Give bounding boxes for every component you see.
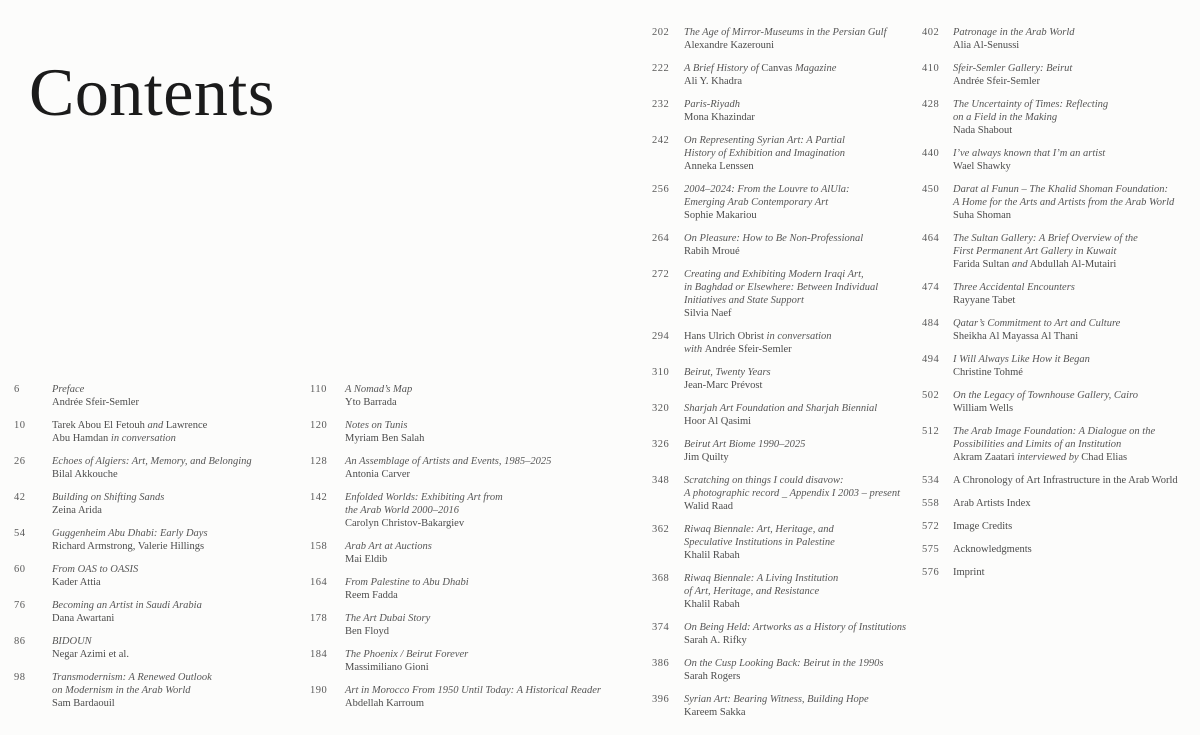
toc-entry [652, 474, 900, 513]
toc-entry-line: Christine Tohmé [953, 367, 1023, 378]
toc-entry [922, 232, 1198, 271]
toc-entry-page-number: 572 [922, 521, 940, 532]
toc-entry-page-number: 54 [14, 528, 26, 539]
toc-entry-line: Three Accidental Encounters [953, 282, 1075, 293]
toc-entry-text [52, 419, 306, 445]
toc-entry-line: Rayyane Tabet [953, 295, 1016, 306]
toc-entry-page-number: 272 [652, 269, 670, 280]
toc-entry-line: Carolyn Christov-Bakargiev [345, 518, 465, 529]
toc-entry-page-number: 10 [14, 420, 26, 431]
toc-entry [652, 657, 900, 683]
toc-entry [922, 497, 1198, 510]
toc-entry-text [52, 455, 306, 481]
toc-entry-page-number: 222 [652, 63, 670, 74]
toc-entry [310, 540, 644, 566]
toc-entry-line: A Nomad’s Map [345, 384, 413, 395]
toc-entry-page-number: 474 [922, 282, 940, 293]
toc-entry [922, 520, 1198, 533]
toc-entry-page-number: 362 [652, 524, 670, 535]
toc-entry [310, 419, 644, 445]
toc-entry-text [684, 402, 900, 428]
toc-entry [14, 383, 306, 409]
toc-entry [310, 612, 644, 638]
toc-entry-line: Bilal Akkouche [52, 469, 118, 480]
toc-entry [652, 134, 900, 173]
toc-entry-line: Rabih Mroué [684, 246, 740, 257]
toc-entry [14, 671, 306, 710]
toc-entry-line: Syrian Art: Bearing Witness, Building Hope [684, 694, 869, 705]
toc-entry-line: Massimiliano Gioni [345, 662, 429, 673]
toc-entry-text [684, 268, 900, 320]
toc-entry-text [684, 572, 900, 611]
toc-entry [652, 26, 900, 52]
toc-entry-line: Antonia Carver [345, 469, 411, 480]
toc-entry-page-number: 494 [922, 354, 940, 365]
toc-entry-line: Abu Hamdan in conversation [52, 433, 176, 444]
toc-entry-page-number: 232 [652, 99, 670, 110]
toc-entry-line: Myriam Ben Salah [345, 433, 425, 444]
toc-entry-line: Riwaq Biennale: A Living Institution [684, 573, 839, 584]
toc-entry-text [345, 612, 644, 638]
toc-entry-page-number: 86 [14, 636, 26, 647]
toc-entry [310, 576, 644, 602]
toc-entry-text [52, 383, 306, 409]
toc-entry-line: on a Field in the Making [953, 112, 1058, 123]
toc-entry [922, 98, 1198, 137]
toc-entry-text [345, 419, 644, 445]
toc-entry [14, 455, 306, 481]
toc-entry-text [345, 648, 644, 674]
toc-entry-text [52, 599, 306, 625]
toc-entry-line: The Arab Image Foundation: A Dialogue on the [953, 426, 1156, 437]
toc-entry-text [52, 671, 306, 710]
toc-entry-line: Jim Quilty [684, 452, 729, 463]
toc-entry-text [953, 389, 1198, 415]
toc-entry-line: Sarah Rogers [684, 671, 741, 682]
toc-entry-page-number: 534 [922, 475, 940, 486]
toc-entry-text [684, 693, 900, 719]
toc-entry-line: Anneka Lenssen [684, 161, 754, 172]
toc-entry-page-number: 164 [310, 577, 328, 588]
toc-entry-line: Ben Floyd [345, 626, 390, 637]
toc-entry-text [345, 684, 644, 710]
toc-entry [652, 62, 900, 88]
toc-entry-text [345, 540, 644, 566]
toc-entry-page-number: 575 [922, 544, 940, 555]
toc-entry-page-number: 450 [922, 184, 940, 195]
toc-entry-text [684, 523, 900, 562]
toc-entry-page-number: 294 [652, 331, 670, 342]
toc-column-1 [14, 383, 306, 720]
toc-entry-line: Arab Art at Auctions [345, 541, 432, 552]
toc-entry [652, 572, 900, 611]
toc-entry-line: Art in Morocco From 1950 Until Today: A Historical Reader [345, 685, 601, 696]
toc-entry-line: William Wells [953, 403, 1014, 414]
toc-entry-page-number: 202 [652, 27, 670, 38]
toc-entry-line: on Modernism in the Arab World [52, 685, 191, 696]
toc-entry-line: Walid Raad [684, 501, 734, 512]
toc-entry-line: On Being Held: Artworks as a History of Institutions [684, 622, 907, 633]
toc-entry-line: The Art Dubai Story [345, 613, 431, 624]
toc-entry-line: Qatar’s Commitment to Art and Culture [953, 318, 1121, 329]
toc-entry [652, 232, 900, 258]
toc-entry-line: Echoes of Algiers: Art, Memory, and Belonging [52, 456, 252, 467]
toc-entry-page-number: 42 [14, 492, 26, 503]
toc-entry-line: A Chronology of Art Infrastructure in the Arab World [953, 475, 1178, 486]
toc-entry-line: Kareem Sakka [684, 707, 746, 718]
toc-entry-line: Andrée Sfeir-Semler [52, 397, 139, 408]
toc-entry-text [684, 232, 900, 258]
toc-entry [652, 268, 900, 320]
toc-entry-page-number: 326 [652, 439, 670, 450]
toc-entry-text [52, 527, 306, 553]
toc-entry [652, 98, 900, 124]
toc-entry [922, 353, 1198, 379]
toc-entry-page-number: 110 [310, 384, 327, 395]
toc-entry-line: Kader Attia [52, 577, 101, 588]
toc-entry-text [953, 232, 1198, 271]
toc-entry-line: Ali Y. Khadra [684, 76, 743, 87]
toc-entry-line: Farida Sultan and Abdullah Al-Mutairi [953, 259, 1117, 270]
toc-entry [922, 281, 1198, 307]
toc-entry-line: Negar Azimi et al. [52, 649, 129, 660]
toc-entry-line: Wael Shawky [953, 161, 1011, 172]
toc-entry-line: Guggenheim Abu Dhabi: Early Days [52, 528, 208, 539]
toc-entry-text [345, 576, 644, 602]
toc-entry-line: Riwaq Biennale: Art, Heritage, and [684, 524, 834, 535]
toc-entry-text [345, 491, 644, 530]
toc-entry-line: Alexandre Kazerouni [684, 40, 775, 51]
toc-entry-text [953, 183, 1198, 222]
toc-entry-page-number: 242 [652, 135, 670, 146]
toc-entry [14, 635, 306, 661]
toc-entry-line: A photographic record _ Appendix I 2003 – present [684, 488, 900, 499]
toc-entry-text [953, 425, 1198, 464]
toc-entry-text [953, 353, 1198, 379]
toc-entry [652, 330, 900, 356]
toc-entry-line: Abdellah Karroum [345, 698, 425, 709]
toc-entry-page-number: 310 [652, 367, 670, 378]
toc-entry [310, 455, 644, 481]
toc-entry-line: From OAS to OASIS [52, 564, 139, 575]
toc-entry-page-number: 264 [652, 233, 670, 244]
toc-entry-text [684, 98, 900, 124]
toc-entry-line: I’ve always known that I’m an artist [953, 148, 1106, 159]
toc-entry-text [52, 491, 306, 517]
toc-entry-line: Image Credits [953, 521, 1013, 532]
toc-entry-line: Initiatives and State Support [684, 295, 804, 306]
toc-entry-text [684, 474, 900, 513]
toc-entry-page-number: 26 [14, 456, 26, 467]
toc-entry-line: Emerging Arab Contemporary Art [684, 197, 829, 208]
toc-entry-page-number: 158 [310, 541, 328, 552]
toc-entry-page-number: 464 [922, 233, 940, 244]
toc-entry-page-number: 402 [922, 27, 940, 38]
toc-entry-page-number: 190 [310, 685, 328, 696]
toc-entry [922, 566, 1198, 579]
toc-entry [922, 474, 1198, 487]
toc-entry-line: I Will Always Like How it Began [953, 354, 1090, 365]
toc-entry-line: Sophie Makariou [684, 210, 757, 221]
toc-entry-line: of Art, Heritage, and Resistance [684, 586, 820, 597]
toc-entry-page-number: 256 [652, 184, 670, 195]
toc-entry-text [684, 330, 900, 356]
toc-entry-page-number: 178 [310, 613, 328, 624]
toc-entry-line: A Brief History of Canvas Magazine [684, 63, 837, 74]
toc-entry-line: Alia Al-Senussi [953, 40, 1020, 51]
toc-entry-page-number: 484 [922, 318, 940, 329]
toc-entry [14, 419, 306, 445]
toc-entry-line: Dana Awartani [52, 613, 115, 624]
toc-entry-page-number: 440 [922, 148, 940, 159]
toc-entry-line: Beirut, Twenty Years [684, 367, 771, 378]
toc-entry-line: Notes on Tunis [345, 420, 408, 431]
toc-entry-page-number: 6 [14, 384, 20, 395]
toc-column-4 [922, 26, 1198, 589]
toc-entry [310, 383, 644, 409]
toc-entry [652, 183, 900, 222]
toc-entry-text [953, 543, 1198, 556]
toc-entry [922, 62, 1198, 88]
toc-entry-line: The Uncertainty of Times: Reflecting [953, 99, 1109, 110]
toc-entry-line: 2004–2024: From the Louvre to AlUla: [684, 184, 850, 195]
toc-entry [652, 621, 907, 647]
toc-entry [14, 563, 306, 589]
toc-entry-line: The Age of Mirror-Museums in the Persian Gulf [684, 27, 887, 38]
toc-entry-text [345, 455, 644, 481]
toc-entry-text [684, 134, 900, 173]
toc-entry-line: Andrée Sfeir-Semler [953, 76, 1040, 87]
toc-entry [922, 317, 1198, 343]
toc-entry-page-number: 502 [922, 390, 940, 401]
toc-entry [922, 389, 1198, 415]
toc-entry-line: History of Exhibition and Imagination [684, 148, 845, 159]
toc-entry-line: Suha Shoman [953, 210, 1012, 221]
toc-entry-line: Preface [52, 384, 85, 395]
toc-entry-line: Khalil Rabah [684, 550, 740, 561]
toc-entry-page-number: 120 [310, 420, 328, 431]
toc-entry-line: On Representing Syrian Art: A Partial [684, 135, 845, 146]
toc-entry-page-number: 76 [14, 600, 26, 611]
toc-entry-text [345, 383, 644, 409]
toc-entry-line: The Sultan Gallery: A Brief Overview of the [953, 233, 1138, 244]
toc-entry-line: with Andrée Sfeir-Semler [684, 344, 792, 355]
toc-entry-text [953, 281, 1198, 307]
toc-entry-line: Mai Eldib [345, 554, 388, 565]
toc-entry-page-number: 128 [310, 456, 328, 467]
toc-entry-page-number: 368 [652, 573, 670, 584]
toc-entry-page-number: 512 [922, 426, 940, 437]
toc-entry-line: Sam Bardaouil [52, 698, 115, 709]
toc-entry-page-number: 410 [922, 63, 940, 74]
toc-entry-line: Darat al Funun – The Khalid Shoman Foundation: [953, 184, 1168, 195]
toc-entry-line: On Pleasure: How to Be Non-Professional [684, 233, 864, 244]
toc-entry-line: Patronage in the Arab World [953, 27, 1075, 38]
toc-entry-line: Acknowledgments [953, 544, 1032, 555]
toc-entry [310, 491, 644, 530]
toc-entry-text [684, 621, 906, 647]
toc-entry-page-number: 396 [652, 694, 670, 705]
toc-entry-page-number: 374 [652, 622, 670, 633]
toc-entry [922, 26, 1198, 52]
toc-entry-line: Sfeir-Semler Gallery: Beirut [953, 63, 1073, 74]
toc-entry-line: Mona Khazindar [684, 112, 755, 123]
toc-column-3 [652, 26, 907, 729]
toc-entry-page-number: 428 [922, 99, 940, 110]
toc-entry-line: Zeina Arida [52, 505, 102, 516]
toc-entry [652, 366, 900, 392]
toc-entry-text [52, 563, 306, 589]
toc-entry-page-number: 348 [652, 475, 670, 486]
toc-entry [652, 523, 900, 562]
toc-entry-line: Sharjah Art Foundation and Sharjah Biennial [684, 403, 878, 414]
toc-entry [922, 183, 1198, 222]
toc-entry [652, 402, 900, 428]
page-title: Contents [29, 53, 275, 130]
toc-entry [922, 543, 1198, 556]
toc-entry-line: First Permanent Art Gallery in Kuwait [953, 246, 1117, 257]
toc-column-2 [310, 383, 644, 720]
toc-entry-line: A Home for the Arts and Artists from the Arab World [953, 197, 1175, 208]
toc-entry [310, 648, 644, 674]
toc-entry-line: in Baghdad or Elsewhere: Between Individual [684, 282, 879, 293]
toc-entry-text [953, 317, 1198, 343]
toc-entry-line: Silvia Naef [684, 308, 732, 319]
toc-entry-line: Building on Shifting Sands [52, 492, 165, 503]
toc-entry-page-number: 98 [14, 672, 26, 683]
toc-entry-line: An Assemblage of Artists and Events, 1985–2025 [345, 456, 552, 467]
toc-entry-text [684, 366, 900, 392]
toc-entry-line: Possibilities and Limits of an Institution [953, 439, 1122, 450]
toc-entry-text [953, 98, 1198, 137]
toc-entry-page-number: 386 [652, 658, 670, 669]
toc-entry-line: Enfolded Worlds: Exhibiting Art from [345, 492, 503, 503]
toc-entry [652, 693, 900, 719]
toc-entry-line: Arab Artists Index [953, 498, 1031, 509]
toc-entry-line: From Palestine to Abu Dhabi [345, 577, 469, 588]
toc-entry-text [684, 26, 900, 52]
toc-entry-text [684, 657, 900, 683]
toc-entry-line: BIDOUN [52, 636, 92, 647]
toc-entry-text [953, 566, 1198, 579]
toc-entry-line: Yto Barrada [345, 397, 397, 408]
toc-entry-line: Hans Ulrich Obrist in conversation [684, 331, 832, 342]
toc-entry-page-number: 142 [310, 492, 328, 503]
toc-entry [14, 599, 306, 625]
toc-entry-text [953, 26, 1198, 52]
toc-entry-line: Speculative Institutions in Palestine [684, 537, 835, 548]
toc-entry-line: Jean-Marc Prévost [684, 380, 763, 391]
toc-entry [14, 491, 306, 517]
toc-entry-line: Reem Fadda [345, 590, 398, 601]
toc-entry-line: Transmodernism: A Renewed Outlook [52, 672, 212, 683]
toc-entry-line: Imprint [953, 567, 985, 578]
toc-entry-text [684, 183, 900, 222]
toc-entry [922, 425, 1198, 464]
toc-entry-line: The Phoenix / Beirut Forever [345, 649, 469, 660]
toc-entry-text [52, 635, 306, 661]
toc-entry-line: Becoming an Artist in Saudi Arabia [52, 600, 202, 611]
toc-entry-text [953, 474, 1198, 487]
toc-entry-line: On the Legacy of Townhouse Gallery, Cairo [953, 390, 1139, 401]
toc-entry-page-number: 60 [14, 564, 26, 575]
toc-entry-page-number: 576 [922, 567, 940, 578]
toc-entry-line: Tarek Abou El Fetouh and Lawrence [52, 420, 208, 431]
toc-entry [922, 147, 1198, 173]
toc-entry-line: Paris-Riyadh [684, 99, 740, 110]
toc-entry-line: Beirut Art Biome 1990–2025 [684, 439, 806, 450]
toc-entry-line: Akram Zaatari interviewed by Chad Elias [953, 452, 1128, 463]
toc-entry-text [684, 438, 900, 464]
toc-entry-line: the Arab World 2000–2016 [345, 505, 460, 516]
toc-entry-line: Richard Armstrong, Valerie Hillings [52, 541, 205, 552]
toc-entry-text [953, 520, 1198, 533]
toc-entry-page-number: 320 [652, 403, 670, 414]
toc-entry-text [953, 62, 1198, 88]
toc-entry [652, 438, 900, 464]
toc-entry-text [684, 62, 900, 88]
toc-entry-line: Sarah A. Rifky [684, 635, 747, 646]
toc-entry-line: Nada Shabout [953, 125, 1013, 136]
toc-entry-line: Scratching on things I could disavow: [684, 475, 844, 486]
toc-entry-line: Sheikha Al Mayassa Al Thani [953, 331, 1079, 342]
toc-entry [310, 684, 644, 710]
toc-entry [14, 527, 306, 553]
toc-entry-text [953, 497, 1198, 510]
toc-entry-text [953, 147, 1198, 173]
toc-entry-line: Creating and Exhibiting Modern Iraqi Art, [684, 269, 864, 280]
toc-entry-line: On the Cusp Looking Back: Beirut in the 1990s [684, 658, 884, 669]
toc-entry-line: Khalil Rabah [684, 599, 740, 610]
toc-entry-page-number: 558 [922, 498, 940, 509]
toc-entry-line: Hoor Al Qasimi [684, 416, 752, 427]
toc-entry-page-number: 184 [310, 649, 328, 660]
